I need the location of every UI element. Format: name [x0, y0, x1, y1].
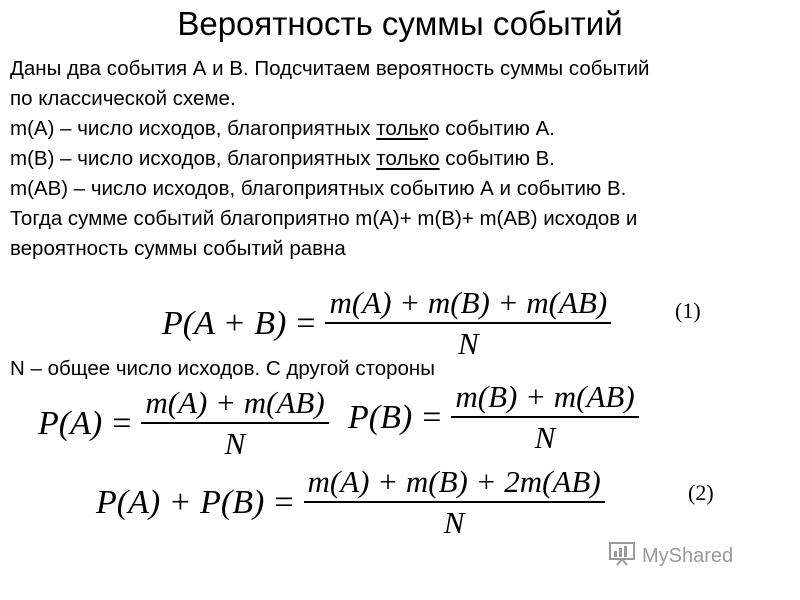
text-line: по классической схеме. [10, 87, 236, 110]
text-line: m(AB) – число исходов, благоприятных событию А и событию В. [10, 177, 627, 200]
watermark-text: MyShared [642, 544, 734, 567]
formula-pb [348, 378, 639, 458]
watermark [608, 540, 733, 572]
equals-sign: = [296, 305, 316, 342]
fraction [304, 463, 605, 543]
slide-title: Вероятность суммы событий [177, 5, 623, 42]
equals-sign: = [112, 405, 132, 442]
numerator: m(B) + m(AB) [455, 379, 635, 414]
formula-1 [162, 284, 611, 364]
fraction [325, 284, 611, 364]
underlined-word: тольк [376, 117, 429, 140]
myshared-logo-icon [608, 540, 642, 572]
denominator: N [534, 420, 556, 455]
fraction [141, 384, 328, 464]
formula-lhs: P(A) [38, 405, 103, 442]
fraction [451, 378, 638, 458]
text-line: N – общее число исходов. С другой стороны [10, 357, 435, 380]
numerator: m(A) + m(AB) [145, 385, 325, 420]
denominator: N [224, 426, 246, 461]
text-line: m(B) – число исходов, благоприятных только событию В. [10, 147, 555, 170]
denominator: N [443, 505, 465, 540]
numerator: m(A) + m(B) + 2m(AB) [307, 464, 601, 499]
denominator: N [457, 326, 479, 361]
formula-lhs: P(B) [348, 399, 413, 436]
underlined-word: только [376, 147, 440, 170]
formula-lhs: P(A + B) [162, 305, 287, 342]
equals-sign: = [274, 484, 294, 521]
equation-number-2: (2) [688, 480, 714, 505]
text-line: m(A) – число исходов, благоприятных только событию А. [10, 117, 555, 140]
numerator: m(A) + m(B) + m(AB) [329, 285, 608, 320]
formula-2 [96, 463, 605, 543]
equals-sign: = [422, 399, 442, 436]
equation-number-1: (1) [675, 298, 701, 323]
text-line: вероятность суммы событий равна [10, 237, 346, 260]
formula-pa [38, 384, 329, 464]
formula-lhs: P(A) + P(B) [96, 484, 265, 521]
text-line: Тогда сумме событий благоприятно m(A)+ m(B)+ m(AB) исходов и [10, 207, 638, 230]
text-line: Даны два события А и В. Подсчитаем вероятность суммы событий [10, 57, 650, 80]
slide-body [10, 54, 795, 264]
